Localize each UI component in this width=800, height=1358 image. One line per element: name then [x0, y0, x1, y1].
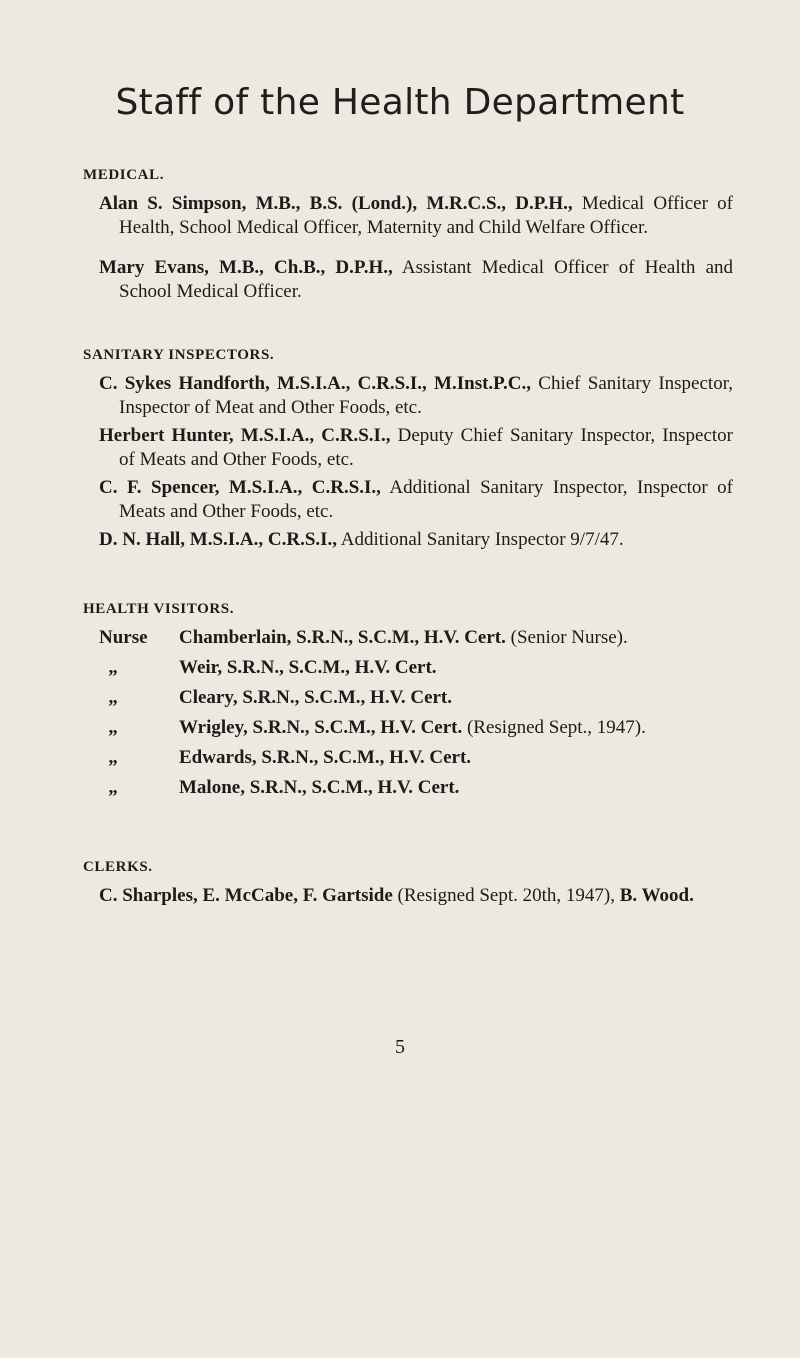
staff-note: (Resigned Sept., 1947). [466, 717, 646, 738]
staff-name: Cleary, S.R.N., S.C.M., H.V. Cert. [179, 687, 453, 708]
staff-name: Wrigley, S.R.N., S.C.M., H.V. Cert. [179, 717, 463, 738]
staff-role: Additional Sanitary Inspector 9/7/47. [340, 529, 624, 550]
staff-role: Deputy Chief Sanitary Inspector, Inspector of Meats and Other Foods, etc. [119, 425, 733, 470]
staff-entry-chief-sanitary-inspector [83, 372, 733, 420]
clerks-entry [83, 884, 733, 908]
staff-role: Assistant Medical Officer of Health and School Medical Officer. [119, 257, 733, 302]
staff-entry-medical-officer [83, 192, 733, 240]
staff-role: Additional Sanitary Inspector, Inspector of Meats and Other Foods, etc. [119, 477, 734, 522]
staff-name: Alan S. Simpson, M.B., B.S. (Lond.), M.R.C.S., D.P.H., [99, 193, 573, 214]
section-heading-health-visitors: HEALTH VISITORS. [83, 601, 235, 617]
health-visitors-list [99, 626, 733, 800]
section-heading-sanitary-inspectors: SANITARY INSPECTORS. [83, 347, 275, 363]
staff-role: Chief Sanitary Inspector, Inspector of Meat and Other Foods, etc. [119, 373, 734, 418]
staff-name: D. N. Hall, M.S.I.A., C.R.S.I., [99, 529, 338, 550]
page-number: 5 [395, 1036, 405, 1058]
staff-name: C. Sykes Handforth, M.S.I.A., C.R.S.I., M.Inst.P.C., [99, 373, 532, 394]
staff-name: Mary Evans, M.B., Ch.B., D.P.H., [99, 257, 393, 278]
ditto-mark: „ [108, 657, 118, 678]
staff-name: Weir, S.R.N., S.C.M., H.V. Cert. [179, 657, 437, 678]
list-item [99, 686, 733, 710]
staff-list [83, 164, 733, 908]
list-item [99, 746, 733, 770]
staff-name: Chamberlain, S.R.N., S.C.M., H.V. Cert. [179, 627, 506, 648]
ditto-mark: „ [108, 747, 118, 768]
clerk-names-last: B. Wood. [619, 885, 694, 906]
staff-role: Medical Officer of Health, School Medical Officer, Maternity and Child Welfare Officer. [119, 193, 733, 238]
section-heading-medical: MEDICAL. [83, 167, 165, 183]
nurse-prefix: Nurse [99, 627, 148, 648]
staff-entry-deputy-chief-sanitary-inspector [83, 424, 733, 472]
list-item [99, 776, 733, 800]
staff-name: C. F. Spencer, M.S.I.A., C.R.S.I., [99, 477, 381, 498]
ditto-mark: „ [108, 717, 118, 738]
section-heading-clerks: CLERKS. [83, 859, 153, 875]
ditto-mark: „ [108, 777, 118, 798]
list-item [99, 656, 733, 680]
staff-entry-assistant-medical-officer [83, 256, 733, 304]
staff-name: Edwards, S.R.N., S.C.M., H.V. Cert. [179, 747, 472, 768]
ditto-mark: „ [108, 687, 118, 708]
page-title: Staff of the Health Department [115, 82, 685, 123]
staff-entry-additional-sanitary-inspector-hall [83, 528, 733, 552]
staff-name: Herbert Hunter, M.S.I.A., C.R.S.I., [99, 425, 391, 446]
clerk-names: C. Sharples, E. McCabe, F. Gartside [99, 885, 393, 906]
staff-name: Malone, S.R.N., S.C.M., H.V. Cert. [179, 777, 460, 798]
staff-note: (Senior Nurse). [510, 627, 628, 648]
list-item [99, 626, 733, 650]
clerk-note: (Resigned Sept. 20th, 1947), [397, 885, 615, 906]
list-item [99, 716, 733, 740]
staff-entry-additional-sanitary-inspector [83, 476, 733, 524]
